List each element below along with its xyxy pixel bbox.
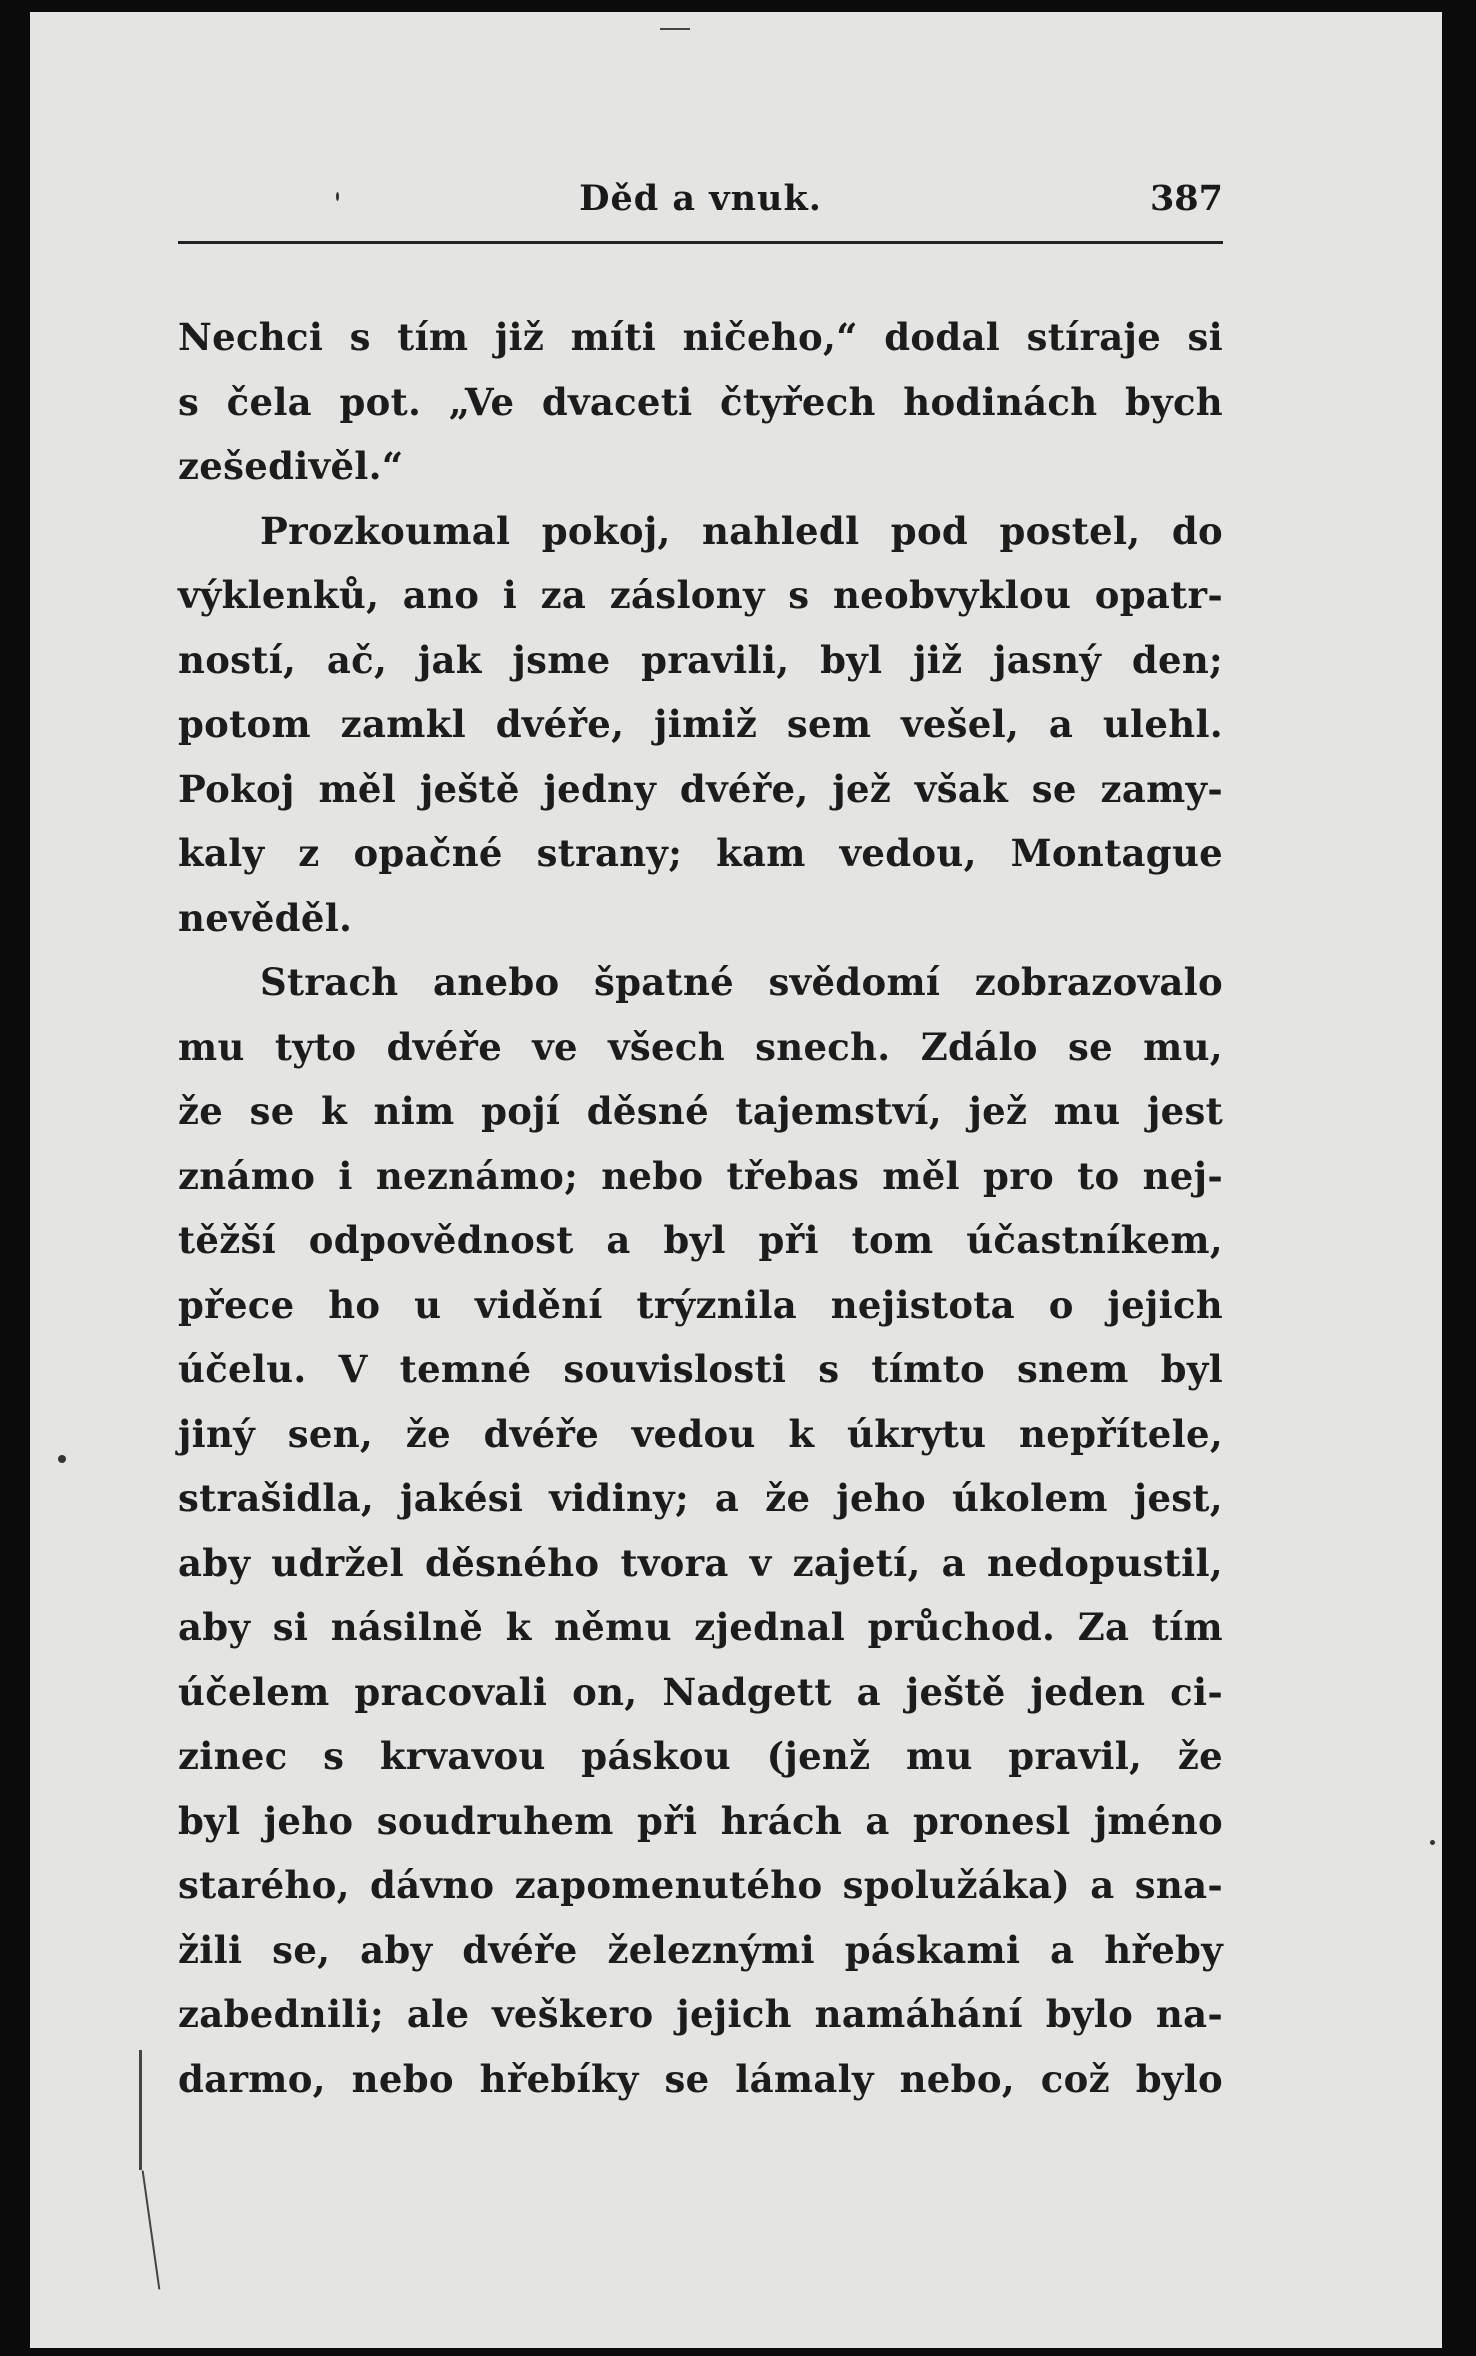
text-line: zabednili; ale veškero jejich namáhání bylo na-: [178, 1992, 1223, 2036]
text-line: přece ho u vidění trýznila nejistota o jejich: [178, 1282, 1223, 1327]
text-line: potom zamkl dvéře, jimiž sem vešel, a ulehl.: [178, 702, 1223, 746]
page-header: [178, 178, 1223, 238]
text-line: strašidla, jakési vidiny; a že jeho úkolem jest,: [178, 1476, 1223, 1520]
text-line: známo i neznámo; nebo třebas měl pro to nej-: [178, 1153, 1223, 1198]
text-line: Prozkoumal pokoj, nahledl pod postel, do: [260, 508, 1223, 553]
scan-margin-mark: [660, 28, 690, 30]
text-line: starého, dávno zapomenutého spolužáka) a sna-: [178, 1863, 1223, 1907]
header-rule: [178, 241, 1223, 244]
text-line: aby si násilně k němu zjednal průchod. Za tím: [178, 1605, 1223, 1649]
text-line: že se k nim pojí děsné tajemství, jež mu jest: [178, 1089, 1223, 1133]
scan-margin-mark: [139, 2050, 142, 2170]
running-title: Děd a vnuk.: [579, 178, 822, 219]
text-line: kaly z opačné strany; kam vedou, Montague: [178, 831, 1223, 875]
scan-speck: [336, 192, 339, 201]
text-line: s čela pot. „Ve dvaceti čtyřech hodinách bych: [178, 379, 1223, 424]
text-line: Strach anebo špatné svědomí zobrazovalo: [260, 960, 1223, 1004]
page-number: 387: [1149, 178, 1223, 219]
body-text: [178, 305, 1223, 2111]
text-line: Nechci s tím již míti ničeho,“ dodal stíraje si: [178, 315, 1223, 359]
text-line: darmo, nebo hřebíky se lámaly nebo, což bylo: [178, 2056, 1223, 2101]
text-line: účelem pracovali on, Nadgett a ještě jeden ci-: [178, 1669, 1223, 1714]
text-line: těžší odpovědnost a byl při tom účastníkem,: [178, 1218, 1223, 1262]
text-line: nevěděl.: [178, 895, 353, 940]
text-line: jiný sen, že dvéře vedou k úkrytu nepřítele,: [178, 1411, 1223, 1456]
scan-border: [1442, 0, 1476, 2356]
text-line: výklenků, ano i za záslony s neobvyklou opatr-: [178, 573, 1223, 617]
text-line: žili se, aby dvéře železnými páskami a hřeby: [178, 1927, 1223, 1972]
text-line: zešedivěl.“: [178, 444, 404, 488]
text-line: ností, ač, jak jsme pravili, byl již jasný den;: [178, 637, 1223, 682]
text-line: Pokoj měl ještě jedny dvéře, jež však se zamy-: [178, 766, 1223, 811]
text-line: zinec s krvavou páskou (jenž mu pravil, že: [178, 1734, 1223, 1778]
text-line: aby udržel děsného tvora v zajetí, a nedopustil,: [178, 1540, 1223, 1585]
scan-speck: [1430, 1840, 1435, 1845]
scan-speck: [58, 1455, 66, 1463]
text-line: mu tyto dvéře ve všech snech. Zdálo se mu,: [178, 1024, 1223, 1069]
text-line: účelu. V temné souvislosti s tímto snem byl: [178, 1347, 1223, 1391]
text-line: byl jeho soudruhem při hrách a pronesl jméno: [178, 1798, 1223, 1843]
